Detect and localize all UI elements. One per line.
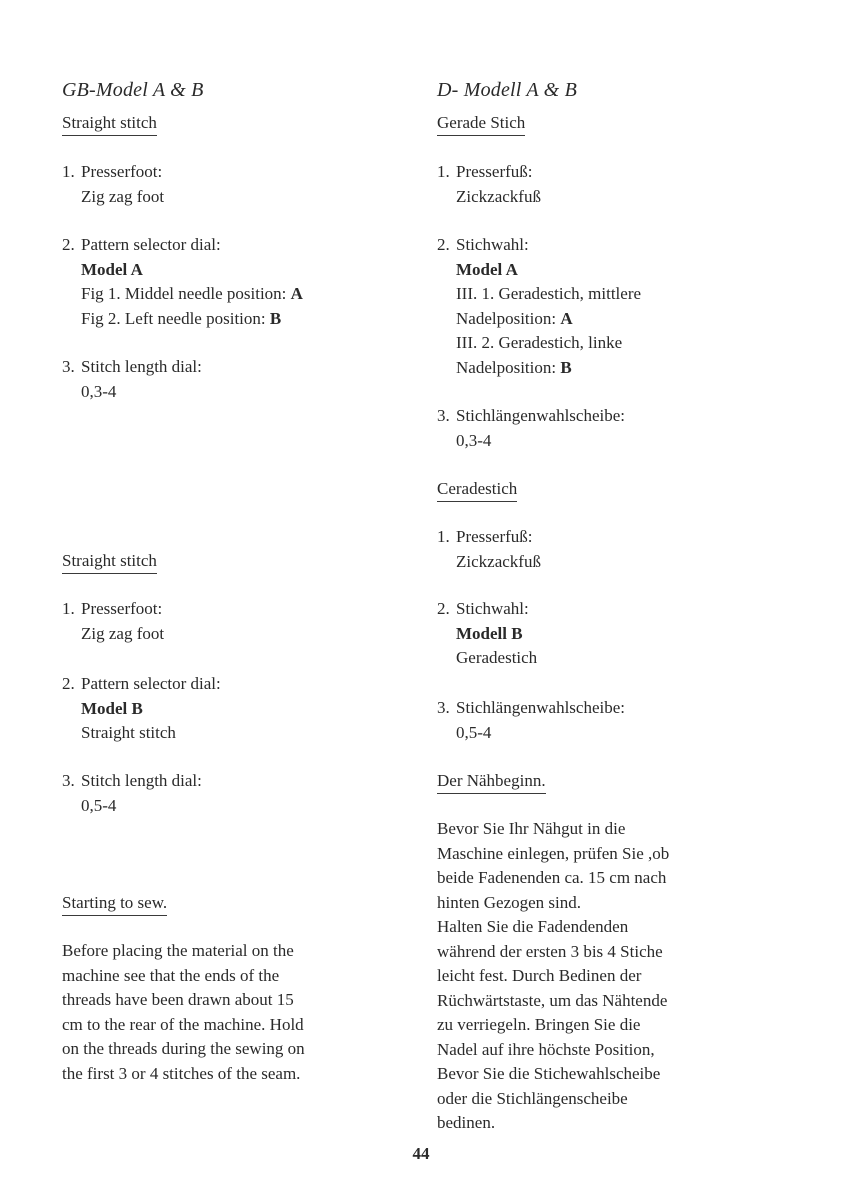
section-title: Der Nähbeginn. <box>437 770 546 794</box>
paragraph-line: cm to the rear of the machine. Hold <box>62 1014 304 1034</box>
right-section1-title <box>437 111 525 136</box>
paragraph-line: Bevor Sie die Stichewahlscheibe <box>437 1064 661 1083</box>
section-title: Straight stitch <box>62 550 157 574</box>
paragraph-line: zu verriegeln. Bringen Sie die <box>437 1015 641 1034</box>
item-number: 1. <box>437 527 450 546</box>
paragraph-line: Before placing the material on the <box>62 941 294 960</box>
item-number: 1. <box>437 162 450 181</box>
right-section2-title <box>437 477 517 502</box>
section-title: Starting to sew. <box>62 892 167 916</box>
figure-line-1: III. 1. Geradestich, mittlere <box>456 284 642 303</box>
right-section3-title <box>437 769 546 794</box>
item-value: 0,5-4 <box>456 722 492 742</box>
section-title: Straight stitch <box>62 112 157 136</box>
figure-line-2: Nadelposition: A <box>456 308 573 328</box>
right-paragraph <box>437 817 727 1136</box>
model-label: Modell B <box>456 623 523 643</box>
left-section1-title <box>62 111 157 136</box>
item-value: Geradestich <box>456 648 538 667</box>
left-s2-item1 <box>62 597 164 646</box>
left-s2-item3 <box>62 769 202 818</box>
paragraph-line: Rüchwärtstaste, um das Nähtende <box>437 990 668 1010</box>
item-label: Stichwahl: <box>456 599 529 618</box>
left-section2-title <box>62 549 157 574</box>
figure-line-4: Nadelposition: B <box>456 357 572 377</box>
item-number: 3. <box>437 698 450 717</box>
right-s1-item2 <box>437 233 641 380</box>
left-s1-item3 <box>62 355 202 404</box>
item-label: Presserfoot: <box>81 599 163 618</box>
item-number: 3. <box>62 771 75 790</box>
item-number: 2. <box>437 235 450 254</box>
item-label: Stichlängenwahlscheibe: <box>456 406 626 425</box>
left-section3-title <box>62 891 167 916</box>
item-value: 0,3-4 <box>456 430 492 450</box>
item-value: 0,5-4 <box>81 795 117 815</box>
fig-line-1: Fig 1. Middel needle position: A <box>81 284 303 303</box>
item-label: Pattern selector dial: <box>81 235 221 254</box>
paragraph-line: hinten Gezogen sind. <box>437 892 581 912</box>
item-value: Zig zag foot <box>81 623 165 643</box>
item-label: Presserfuß: <box>456 527 533 546</box>
fig-line-2: Fig 2. Left needle position: B <box>81 308 282 328</box>
item-label: Pattern selector dial: <box>81 674 221 693</box>
paragraph-line: Nadel auf ihre höchste Position, <box>437 1039 655 1059</box>
item-value: Zickzackfuß <box>456 186 541 206</box>
item-value: Zig zag foot <box>81 186 165 206</box>
page-number: 44 <box>412 1144 430 1163</box>
item-label: Stitch length dial: <box>81 357 202 376</box>
item-number: 1. <box>62 599 75 618</box>
item-value: 0,3-4 <box>81 381 117 401</box>
item-label: Presserfoot: <box>81 162 163 181</box>
paragraph-line: bedinen. <box>437 1113 496 1132</box>
right-heading: D- Modell A & B <box>437 79 578 101</box>
model-label: Model A <box>456 259 518 279</box>
left-s1-item2 <box>62 233 303 331</box>
left-paragraph <box>62 939 352 1086</box>
left-s2-item2 <box>62 672 221 746</box>
model-label: Model A <box>81 259 143 279</box>
item-number: 3. <box>437 406 450 425</box>
paragraph-line: the first 3 or 4 stitches of the seam. <box>62 1063 301 1083</box>
item-label: Stichlängenwahlscheibe: <box>456 698 626 717</box>
item-number: 3. <box>62 357 75 376</box>
item-number: 1. <box>62 162 75 181</box>
section-title: Gerade Stich <box>437 112 525 136</box>
item-value: Straight stitch <box>81 723 176 742</box>
item-number: 2. <box>62 235 75 254</box>
item-value: Zickzackfuß <box>456 551 541 571</box>
paragraph-line: beide Fadenenden ca. 15 cm nach <box>437 868 667 887</box>
right-s2-item3 <box>437 696 625 745</box>
figure-line-3: III. 2. Geradestich, linke <box>456 333 623 352</box>
item-label: Presserfuß: <box>456 162 533 181</box>
right-s1-item1 <box>437 160 541 209</box>
right-s2-item1 <box>437 525 541 574</box>
item-label: Stitch length dial: <box>81 771 202 790</box>
item-number: 2. <box>62 674 75 693</box>
paragraph-line: Maschine einlegen, prüfen Sie ,ob <box>437 843 670 863</box>
item-label: Stichwahl: <box>456 235 529 254</box>
paragraph-line: threads have been drawn about 15 <box>62 990 294 1009</box>
left-s1-item1 <box>62 160 164 209</box>
section-title: Ceradestich <box>437 478 517 502</box>
paragraph-line: Bevor Sie Ihr Nähgut in die <box>437 819 626 838</box>
paragraph-line: leicht fest. Durch Bedinen der <box>437 966 642 985</box>
model-label: Model B <box>81 698 143 718</box>
paragraph-line: on the threads during the sewing on <box>62 1039 305 1058</box>
right-s1-item3 <box>437 404 625 453</box>
left-heading: GB-Model A & B <box>62 79 204 101</box>
paragraph-line: Halten Sie die Fadendenden <box>437 917 629 936</box>
paragraph-line: oder die Stichlängenscheibe <box>437 1088 628 1108</box>
right-s2-item2 <box>437 597 537 671</box>
paragraph-line: machine see that the ends of the <box>62 965 280 985</box>
paragraph-line: während der ersten 3 bis 4 Stiche <box>437 941 663 961</box>
item-number: 2. <box>437 599 450 618</box>
